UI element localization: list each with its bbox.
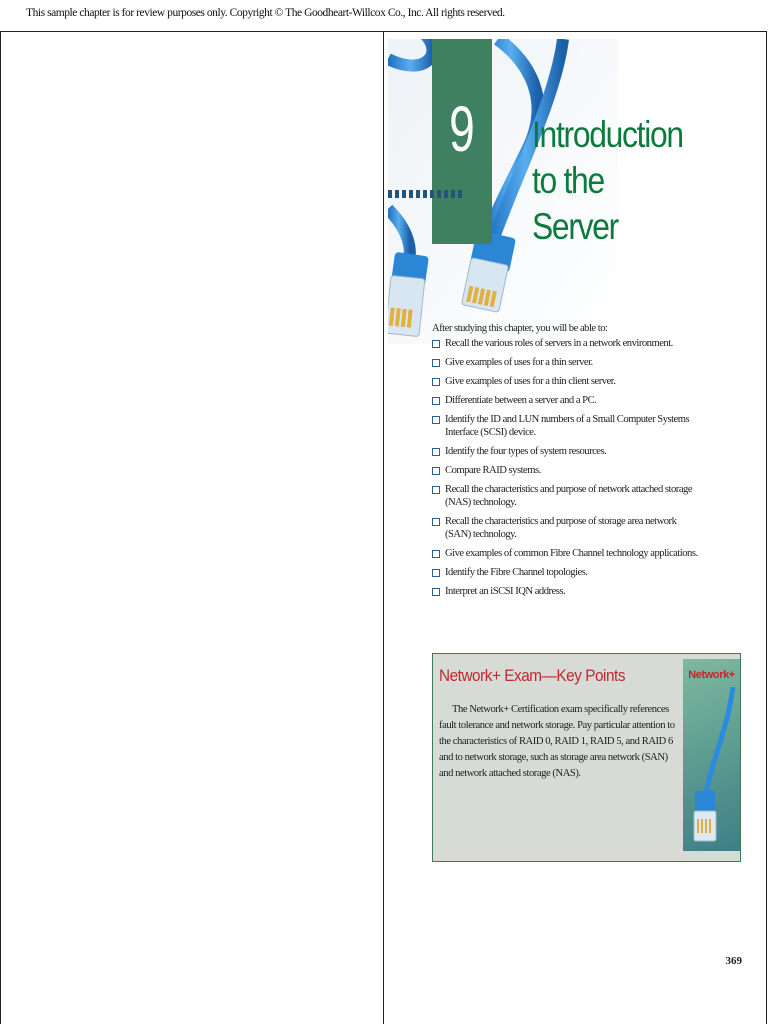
checkbox-bullet-icon [432, 448, 440, 456]
objective-text: Recall the various roles of servers in a network environment. [445, 338, 673, 349]
key-points-body: The Network+ Certification exam specifically references fault tolerance and network storage. Pay particular attention to the characteristics of RAID 0, RAID 1, RAID 5, and RAID 6 and to network storage, such as storage area network (SAN) and network attached storage (NAS). [439, 704, 675, 779]
chapter-title-line1: Introduction [532, 114, 683, 155]
objective-text: Recall the characteristics and purpose of network attached storage (NAS) technology. [445, 484, 693, 508]
objectives-intro: After studying this chapter, you will be able to: [432, 323, 608, 334]
objective-text: Give examples of uses for a thin server. [445, 357, 593, 368]
checkbox-bullet-icon [432, 340, 440, 348]
objective-text: Differentiate between a server and a PC. [445, 395, 597, 406]
page-gutter-line [383, 31, 384, 1024]
decorative-dots [388, 190, 462, 198]
objective-text: Compare RAID systems. [445, 465, 541, 476]
checkbox-bullet-icon [432, 416, 440, 424]
network-plus-badge-label: Network+ [688, 669, 735, 681]
page-number: 369 [725, 955, 742, 967]
checkbox-bullet-icon [432, 397, 440, 405]
cable-icon [683, 687, 740, 847]
objective-text: Recall the characteristics and purpose of storage area network (SAN) technology. [445, 516, 677, 540]
learning-objectives [432, 322, 700, 604]
objective-item [432, 547, 700, 560]
objective-text: Identify the Fibre Channel topologies. [445, 567, 588, 578]
checkbox-bullet-icon [432, 569, 440, 577]
objective-item [432, 413, 700, 439]
network-plus-badge [683, 659, 740, 851]
objective-item [432, 585, 700, 598]
objectives-list [432, 337, 700, 598]
checkbox-bullet-icon [432, 588, 440, 596]
checkbox-bullet-icon [432, 467, 440, 475]
objective-text: Interpret an iSCSI IQN address. [445, 586, 566, 597]
objective-item [432, 356, 700, 369]
objective-item [432, 483, 700, 509]
copyright-notice: This sample chapter is for review purposes only. Copyright © The Goodheart-Willcox Co., Inc. All rights reserved. [26, 7, 505, 19]
chapter-title-line2: to the Server [532, 160, 618, 247]
objective-text: Identify the ID and LUN numbers of a Small Computer Systems Interface (SCSI) device. [445, 414, 690, 438]
objective-text: Identify the four types of system resources. [445, 446, 607, 457]
objective-item [432, 566, 700, 579]
key-points-box [432, 653, 741, 862]
chapter-number: 9 [449, 93, 475, 165]
objective-item [432, 515, 700, 541]
objective-text: Give examples of common Fibre Channel technology applications. [445, 548, 698, 559]
checkbox-bullet-icon [432, 359, 440, 367]
checkbox-bullet-icon [432, 486, 440, 494]
objective-item [432, 394, 700, 407]
objective-item [432, 464, 700, 477]
objective-text: Give examples of uses for a thin client server. [445, 376, 616, 387]
objective-item [432, 337, 700, 350]
chapter-title [532, 112, 695, 250]
checkbox-bullet-icon [432, 550, 440, 558]
objective-item [432, 375, 700, 388]
objective-item [432, 445, 700, 458]
key-points-title: Network+ Exam—Key Points [439, 666, 626, 685]
checkbox-bullet-icon [432, 518, 440, 526]
checkbox-bullet-icon [432, 378, 440, 386]
